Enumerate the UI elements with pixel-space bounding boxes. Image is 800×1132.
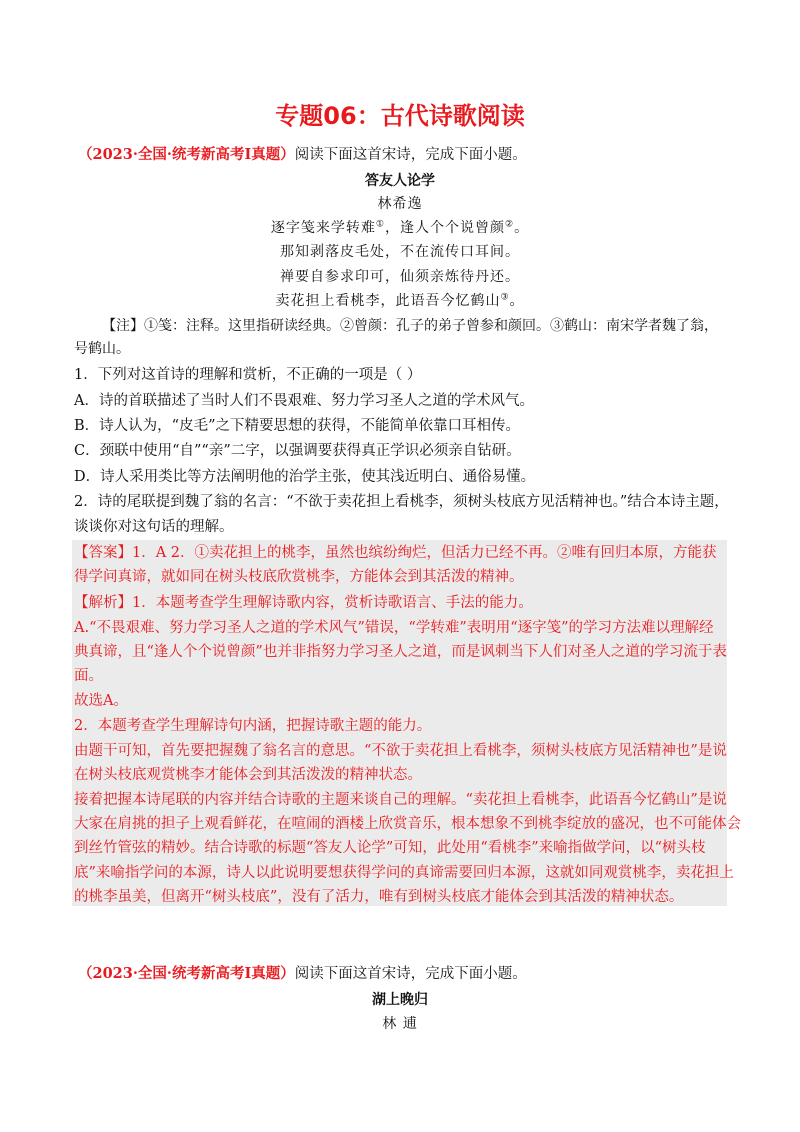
answer-line: 得学问真谛，就如同在树头枝底欣赏桃李，方能体会到其活泼的精神。	[74, 569, 524, 585]
question-intro	[78, 144, 527, 166]
poem-author-2: 林 逋	[382, 1016, 418, 1032]
question-intro-2	[78, 963, 527, 985]
question-1: 1．下列对这首诗的理解和赏析，不正确的一项是（ ）	[74, 367, 422, 383]
answer-line: 大家在肩挑的担子上观看鲜花，在喧闹的酒楼上欣赏音乐，根本想象不到桃李绽放的盛况，也不可能体会	[74, 816, 741, 832]
answer-line: 【答案】1．A 2．①卖花担上的桃李，虽然也缤纷绚烂，但活力已经不再。②唯有回归本原，方能获	[74, 545, 717, 561]
answer-line: 2．本题考查学生理解诗句内涵，把握诗歌主题的能力。	[74, 718, 432, 734]
poem-line-3: 禅要自参求印可，仙须亲炼待丹还。	[280, 269, 520, 285]
instruction: 阅读下面这首宋诗，完成下面小题。	[294, 147, 527, 163]
poem-title: 答友人论学	[365, 173, 435, 189]
answer-line: 到丝竹管弦的精妙。结合诗歌的标题“答友人论学”可知，此处用“看桃李”来喻指做学问，以“树头枝	[74, 840, 706, 856]
option-c: C．颈联中使用“自”“亲”二字，以强调要获得真正学识必须亲自钻研。	[74, 443, 521, 459]
question-2: 2．诗的尾联提到魏了翁的名言：“不欲于卖花担上看桃李，须树头枝底方见活精神也。”结合本诗主题，	[74, 494, 729, 510]
answer-line: 【解析】1．本题考查学生理解诗歌内容，赏析诗歌语言、手法的能力。	[74, 595, 533, 611]
instruction: 阅读下面这首宋诗，完成下面小题。	[294, 966, 527, 982]
answer-line: A.“不畏艰难、努力学习圣人之道的学术风气”错误，“学转难”表明用“逐字笺”的学习方法难以理解经	[74, 620, 714, 636]
poem-line-2: 那知剥落皮毛处，不在流传口耳间。	[280, 244, 520, 260]
answer-line: 面。	[74, 668, 103, 684]
option-a: A．诗的首联描述了当时人们不畏艰难、努力学习圣人之道的学术风气。	[74, 393, 534, 409]
exam-source: （2023·全国·统考新高考Ⅰ真题）	[78, 146, 295, 163]
answer-line: 典真谛，且“逢人个个说曾颜”也并非指努力学习圣人之道，而是讽刺当下人们对圣人之道的学习流于表	[74, 644, 727, 660]
answer-line: 在树头枝底观赏桃李才能体会到其活泼泼的精神状态。	[74, 767, 422, 783]
option-b: B．诗人认为，“皮毛”之下精要思想的获得，不能简单依靠口耳相传。	[74, 418, 520, 434]
answer-line: 故选A。	[74, 693, 128, 709]
answer-line: 接着把握本诗尾联的内容并结合诗歌的主题来谈自己的理解。“卖花担上看桃李，此语吾今忆鹤山”是说	[74, 792, 727, 808]
answer-line: 底”来喻指学问的本源，诗人以此说明要想获得学问的真谛需要回归本源，这就如同观赏桃李，卖花担上	[74, 865, 734, 881]
answer-line: 由题干可知，首先要把握魏了翁名言的意思。“不欲于卖花担上看桃李，须树头枝底方见活精神也”是说	[74, 743, 727, 759]
poem-title-2: 湖上晚归	[372, 992, 428, 1008]
option-d: D．诗人采用类比等方法阐明他的治学主张，使其浅近明白、通俗易懂。	[74, 469, 536, 485]
poem-author: 林希逸	[377, 196, 423, 212]
question-2-cont: 谈谈你对这句话的理解。	[74, 519, 234, 535]
poem-note: 【注】①笺：注释。这里指研读经典。②曾颜：孔子的弟子曾参和颜回。③鹤山：南宋学者魏了翁，	[102, 318, 718, 334]
poem-note-cont: 号鹤山。	[74, 341, 130, 357]
poem-line-4: 卖花担上看桃李，此语吾今忆鹤山③。	[275, 292, 525, 309]
answer-line: 的桃李虽美，但离开“树头枝底”，没有了活力，唯有到树头枝底才能体会到其活泼的精神状态。	[74, 889, 684, 905]
page-title: 专题06：古代诗歌阅读	[275, 102, 525, 130]
exam-source: （2023·全国·统考新高考Ⅰ真题）	[78, 965, 295, 982]
poem-line-1: 逐字笺来学转难①，逢人个个说曾颜②。	[270, 219, 530, 236]
